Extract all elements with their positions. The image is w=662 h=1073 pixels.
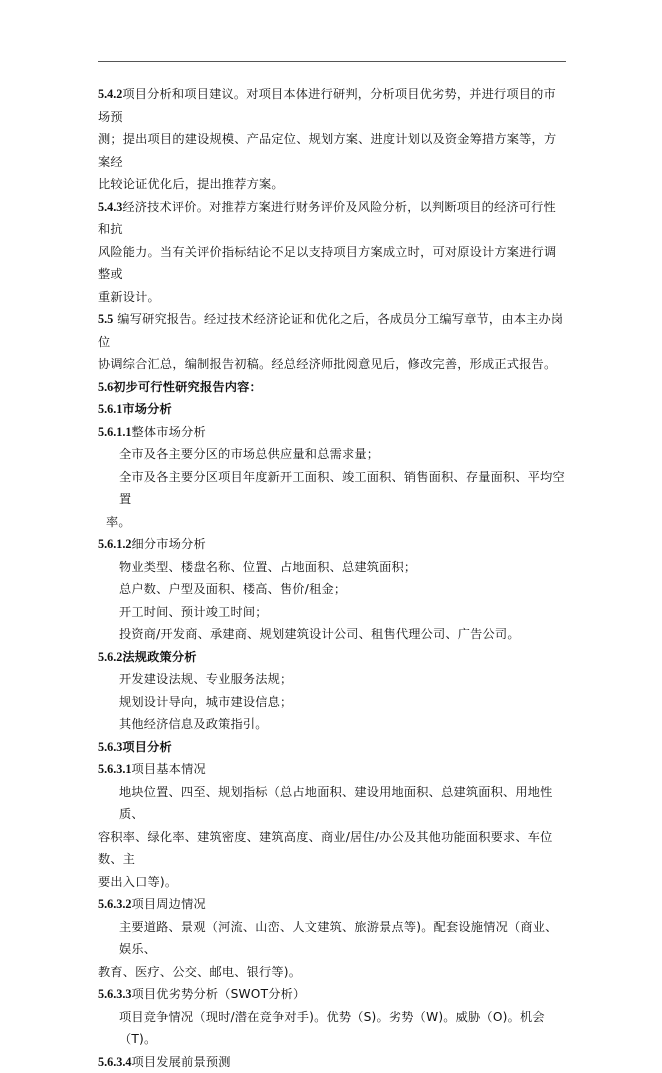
list-item-text: 率。 xyxy=(106,515,131,529)
section-number: 5.6.3.3 xyxy=(98,987,132,1001)
paragraph-line xyxy=(98,241,568,286)
list-item-text: 其他经济信息及政策指引。 xyxy=(119,717,268,731)
paragraph-text: 比较论证优化后，提出推荐方案。 xyxy=(98,177,284,191)
paragraph-text: 主要道路、景观（河流、山峦、人文建筑、旅游景点等)。配套设施情况（商业、娱乐、 xyxy=(119,920,558,957)
paragraph-line xyxy=(98,173,568,196)
paragraph-text: 地块位置、四至、规划指标（总占地面积、建设用地面积、总建筑面积、用地性质、 xyxy=(119,785,553,822)
paragraph-text: 要出入口等)。 xyxy=(98,875,177,889)
list-item xyxy=(98,691,568,714)
paragraph-line xyxy=(98,353,568,376)
paragraph-text: 项目分析和项目建议。对项目本体进行研判，分析项目优劣势，并进行项目的市场预 xyxy=(98,87,556,124)
paragraph-line xyxy=(98,83,568,128)
document-body xyxy=(98,83,568,1073)
list-item xyxy=(98,1006,568,1051)
list-item-text: 项目竞争情况（现时/潜在竞争对手)。优势（S)。劣势（W)。威胁（O)。机会（T)。 xyxy=(119,1010,545,1047)
section-number: 5.6 xyxy=(98,380,113,394)
subsection-heading xyxy=(98,533,568,556)
section-heading xyxy=(98,376,568,399)
heading-text: 项目分析 xyxy=(122,740,172,754)
list-item-continuation xyxy=(98,511,568,534)
paragraph-line xyxy=(98,286,568,309)
subsection-text: 细分市场分析 xyxy=(132,537,206,551)
paragraph-line xyxy=(98,871,568,894)
subsection-text: 项目发展前景预测 xyxy=(132,1055,231,1069)
section-number: 5.6.3 xyxy=(98,740,122,754)
section-number: 5.5 xyxy=(98,312,113,326)
section-number: 5.4.3 xyxy=(98,200,122,214)
subsection-text: 项目周边情况 xyxy=(132,897,206,911)
section-number: 5.6.2 xyxy=(98,650,122,664)
subsection-heading xyxy=(98,1051,568,1073)
paragraph-line xyxy=(98,961,568,984)
section-number: 5.6.3.2 xyxy=(98,897,132,911)
paragraph-line xyxy=(98,308,568,353)
list-item xyxy=(98,556,568,579)
subsection-heading xyxy=(98,421,568,444)
list-item-text: 全市及各主要分区项目年度新开工面积、竣工面积、销售面积、存量面积、平均空置 xyxy=(119,470,565,507)
section-number: 5.4.2 xyxy=(98,87,122,101)
paragraph-text: 风险能力。当有关评价指标结论不足以支持项目方案成立时，可对原设计方案进行调整或 xyxy=(98,245,556,282)
list-item xyxy=(98,623,568,646)
paragraph-text: 协调综合汇总，编制报告初稿。经总经济师批阅意见后，修改完善，形成正式报告。 xyxy=(98,357,556,371)
paragraph-text: 经济技术评价。对推荐方案进行财务评价及风险分析，以判断项目的经济可行性和抗 xyxy=(98,200,556,237)
list-item xyxy=(98,601,568,624)
paragraph-text: 测；提出项目的建设规模、产品定位、规划方案、进度计划以及资金筹措方案等，方案经 xyxy=(98,132,556,169)
subsection-heading xyxy=(98,983,568,1006)
list-item-text: 开工时间、预计竣工时间； xyxy=(119,605,268,619)
list-item-text: 全市及各主要分区的市场总供应量和总需求量； xyxy=(119,447,379,461)
list-item xyxy=(98,578,568,601)
subsection-heading xyxy=(98,758,568,781)
section-number: 5.6.1 xyxy=(98,402,122,416)
paragraph-line xyxy=(98,826,568,871)
list-item-text: 规划设计导向，城市建设信息； xyxy=(119,695,292,709)
paragraph-line xyxy=(98,196,568,241)
section-heading xyxy=(98,398,568,421)
paragraph-text: 教育、医疗、公交、邮电、银行等)。 xyxy=(98,965,301,979)
list-item xyxy=(98,668,568,691)
paragraph-text: 重新设计。 xyxy=(98,290,160,304)
section-number: 5.6.1.1 xyxy=(98,425,132,439)
section-heading xyxy=(98,736,568,759)
subsection-text: 项目优劣势分析（SWOT分析） xyxy=(132,987,306,1001)
heading-text: 市场分析 xyxy=(122,402,172,416)
subsection-heading xyxy=(98,893,568,916)
paragraph-text: 容积率、绿化率、建筑密度、建筑高度、商业/居住/办公及其他功能面积要求、车位数、主 xyxy=(98,830,553,867)
heading-text: 法规政策分析 xyxy=(122,650,196,664)
section-number: 5.6.3.4 xyxy=(98,1055,132,1069)
list-item-text: 总户数、户型及面积、楼高、售价/租金； xyxy=(119,582,346,596)
list-item xyxy=(98,443,568,466)
list-item-text: 开发建设法规、专业服务法规； xyxy=(119,672,292,686)
section-number: 5.6.1.2 xyxy=(98,537,132,551)
section-number: 5.6.3.1 xyxy=(98,762,132,776)
list-item xyxy=(98,466,568,511)
paragraph-line xyxy=(98,916,568,961)
paragraph-line xyxy=(98,781,568,826)
paragraph-line xyxy=(98,128,568,173)
paragraph-text: 编写研究报告。经过技术经济论证和优化之后，各成员分工编写章节，由本主办岗位 xyxy=(98,312,563,349)
list-item xyxy=(98,713,568,736)
subsection-text: 项目基本情况 xyxy=(132,762,206,776)
subsection-text: 整体市场分析 xyxy=(132,425,206,439)
heading-text: 初步可行性研究报告内容： xyxy=(113,380,262,394)
list-item-text: 投资商/开发商、承建商、规划建筑设计公司、租售代理公司、广告公司。 xyxy=(119,627,520,641)
section-heading xyxy=(98,646,568,669)
header-rule xyxy=(98,61,566,62)
list-item-text: 物业类型、楼盘名称、位置、占地面积、总建筑面积； xyxy=(119,560,416,574)
